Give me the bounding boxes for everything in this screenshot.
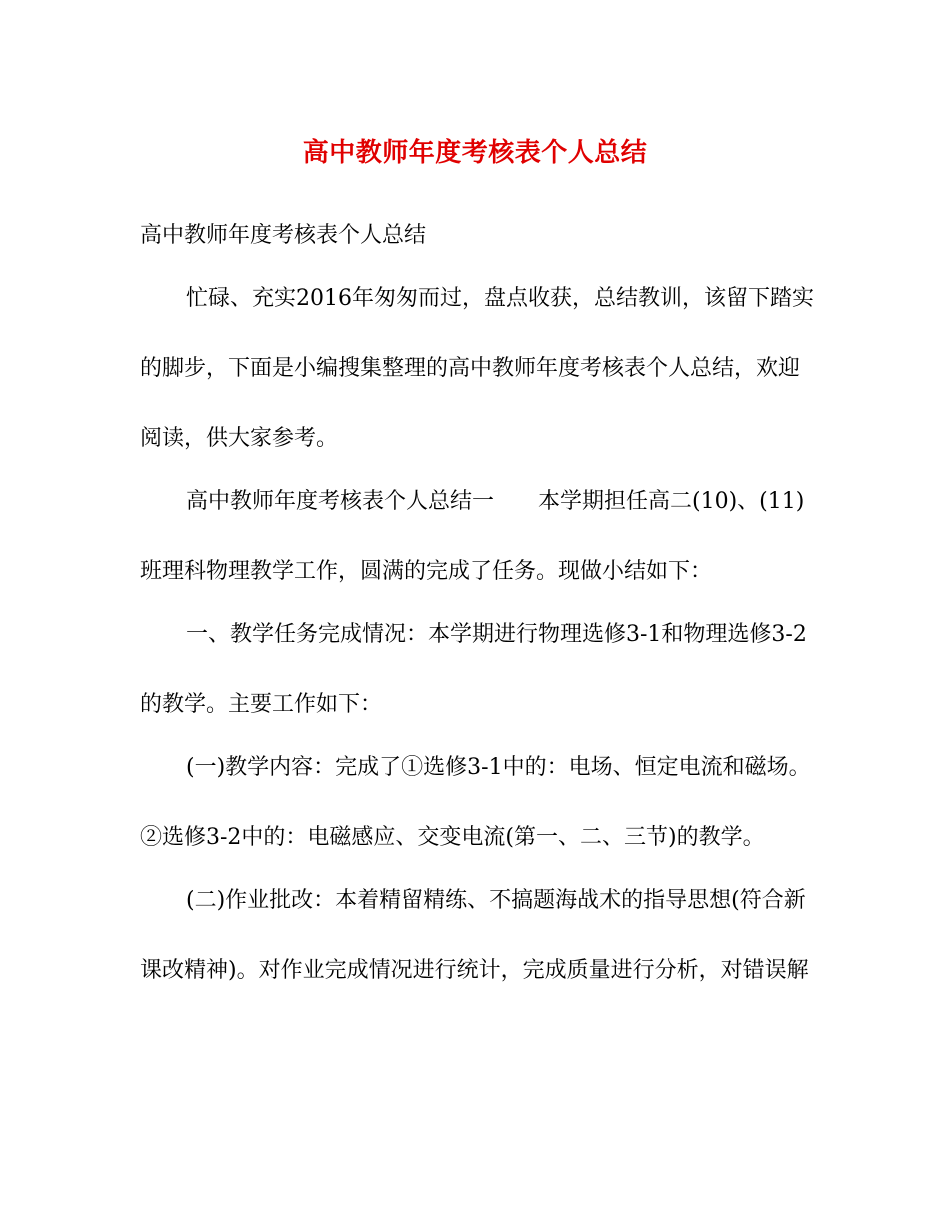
paragraph-line: 高中教师年度考核表个人总结一 本学期担任高二(10)、(11) (186, 489, 805, 514)
paragraph-line: 忙碌、充实2016年匆匆而过，盘点收获，总结教训，该留下踏实 (186, 286, 814, 311)
paragraph-line: 一、教学任务完成情况：本学期进行物理选修3-1和物理选修3-2 (186, 622, 807, 647)
document-title: 高中教师年度考核表个人总结 (302, 138, 648, 168)
paragraph-line: 的教学。主要工作如下： (140, 692, 383, 717)
paragraph-line: 课改精神)。对作业完成情况进行统计，完成质量进行分析，对错误解 (140, 958, 809, 983)
subtitle-line: 高中教师年度考核表个人总结 (140, 223, 427, 248)
paragraph-line: (一)教学内容：完成了①选修3-1中的：电场、恒定电流和磁场。 (186, 755, 811, 780)
paragraph-line: 班理科物理教学工作，圆满的完成了任务。现做小结如下： (140, 559, 713, 584)
paragraph-line: ②选修3-2中的：电磁感应、交变电流(第一、二、三节)的教学。 (140, 825, 765, 850)
paragraph-line: (二)作业批改：本着精留精练、不搞题海战术的指导思想(符合新 (186, 888, 806, 913)
paragraph-line: 的脚步，下面是小编搜集整理的高中教师年度考核表个人总结，欢迎 (140, 356, 801, 381)
paragraph-line: 阅读，供大家参考。 (140, 426, 339, 451)
